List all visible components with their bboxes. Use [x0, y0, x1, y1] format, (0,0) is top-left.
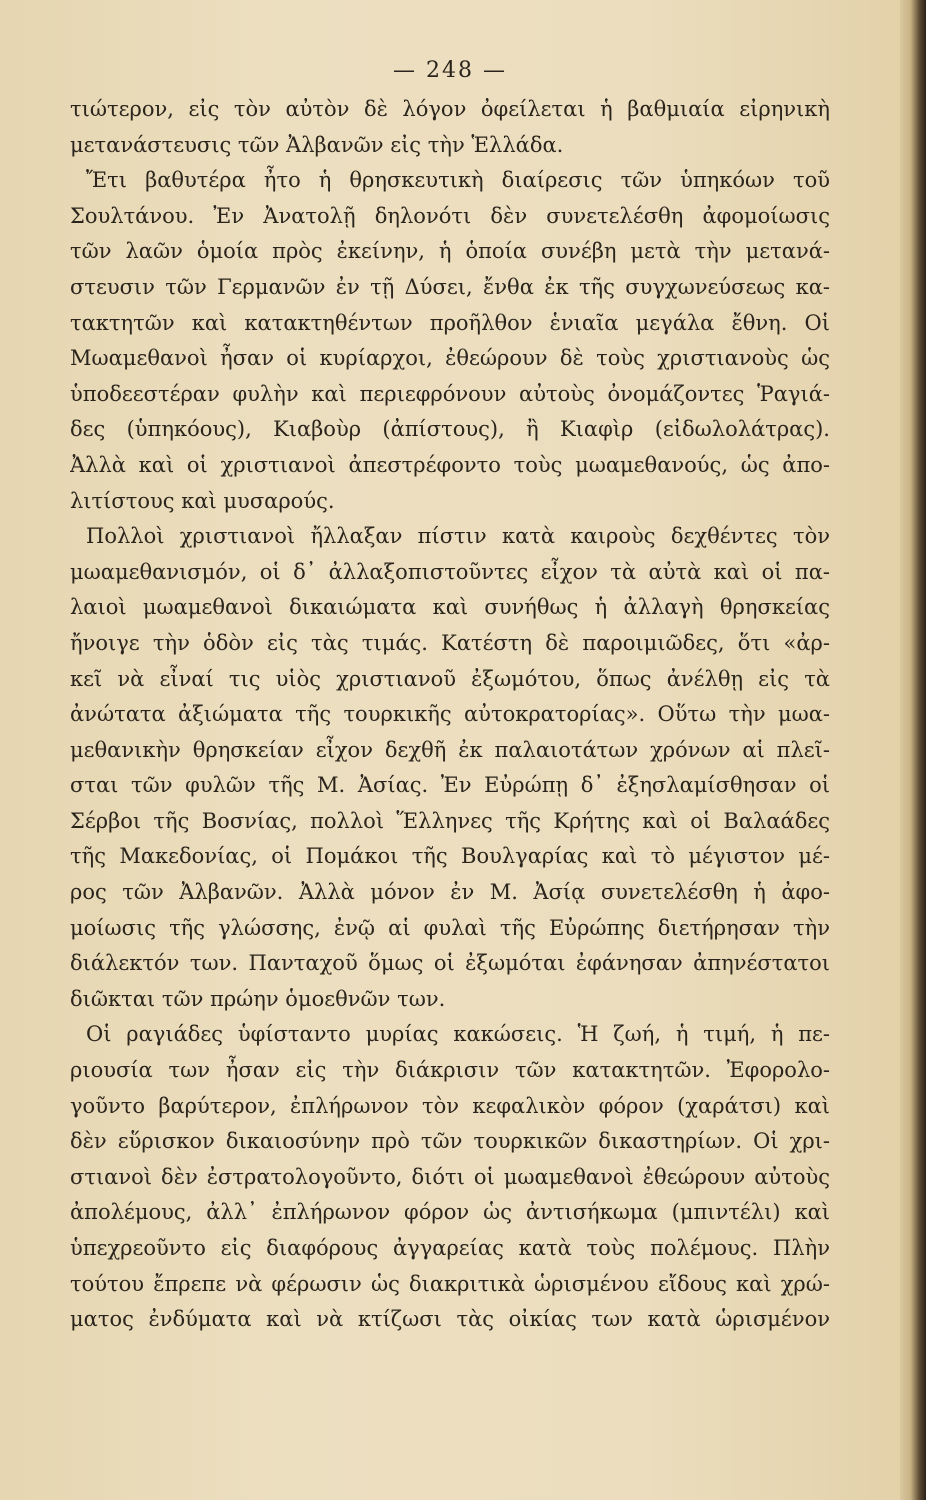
text-line: γοῦντο βαρύτερον, ἐπλήρωνον τὸν κεφαλικὸν φόρον (χαράτσι) καὶ: [70, 1093, 830, 1118]
text-line: Σουλτάνου. Ἐν Ἀνατολῇ δηλονότι δὲν συνετελέσθη ἀφομοίωσις: [70, 203, 830, 228]
text-line: διῶκται τῶν πρώην ὁμοεθνῶν των.: [70, 986, 446, 1011]
text-line: Πολλοὶ χριστιανοὶ ἤλλαξαν πίστιν κατὰ καιροὺς δεχθέντες τὸν: [86, 524, 830, 549]
text-line: τῶν λαῶν ὁμοία πρὸς ἐκείνην, ἡ ὁποία συνέβη μετὰ τὴν μετανά-: [70, 239, 830, 264]
text-line: ἀπολέμους, ἀλλ᾽ ἐπλήρωνον φόρον ὡς ἀντισήκωμα (μπιντέλι) καὶ: [70, 1200, 830, 1225]
text-line: Μωαμεθανοὶ ἦσαν οἱ κυρίαρχοι, ἐθεώρουν δὲ τοὺς χριστιανοὺς ὡς: [70, 346, 830, 371]
text-line: μοίωσις τῆς γλώσσης, ἐνῷ αἱ φυλαὶ τῆς Εὐρώπης διετήρησαν τὴν: [70, 915, 830, 940]
text-line: στιανοὶ δὲν ἐστρατολογοῦντο, διότι οἱ μωαμεθανοὶ ἐθεώρουν αὐτοὺς: [70, 1164, 830, 1189]
text-line: τακτητῶν καὶ κατακτηθέντων προῆλθον ἑνιαῖα μεγάλα ἔθνη. Οἱ: [70, 310, 830, 335]
page-number: — 248 —: [393, 58, 507, 83]
text-line: διάλεκτόν των. Πανταχοῦ ὅμως οἱ ἐξωμόται ἐφάνησαν ἀπηνέστατοι: [70, 951, 830, 976]
text-line: κεῖ νὰ εἶναί τις υἱὸς χριστιανοῦ ἐξωμότου, ὅπως ἀνέλθῃ εἰς τὰ: [70, 666, 830, 691]
text-line: μεθανικὴν θρησκείαν εἶχον δεχθῆ ἐκ παλαιοτάτων χρόνων αἱ πλεῖ-: [70, 737, 830, 762]
text-line: ἤνοιγε τὴν ὁδὸν εἰς τὰς τιμάς. Κατέστη δὲ παροιμιῶδες, ὅτι «ἀρ-: [70, 630, 830, 655]
text-line: στευσιν τῶν Γερμανῶν ἐν τῇ Δύσει, ἔνθα ἐκ τῆς συγχωνεύσεως κα-: [70, 274, 830, 299]
text-line: σται τῶν φυλῶν τῆς Μ. Ἀσίας. Ἐν Εὐρώπῃ δ᾽ ἐξησλαμίσθησαν οἱ: [70, 773, 830, 798]
text-line: δες (ὑπηκόους), Κιαβοὺρ (ἀπίστους), ἢ Κιαφὶρ (εἰδωλολάτρας).: [70, 417, 830, 442]
text-line: ριουσία των ἦσαν εἰς τὴν διάκρισιν τῶν κατακτητῶν. Ἐφορολο-: [70, 1058, 830, 1083]
text-line: ματος ἐνδύματα καὶ νὰ κτίζωσι τὰς οἰκίας των κατὰ ὡρισμένον: [70, 1307, 830, 1332]
text-line: Οἱ ραγιάδες ὑφίσταντο μυρίας κακώσεις. Ἡ ζωή, ἡ τιμή, ἡ πε-: [86, 1022, 830, 1047]
page-edge-shadow: [900, 0, 926, 1500]
text-line: Σέρβοι τῆς Βοσνίας, πολλοὶ Ἕλληνες τῆς Κρήτης καὶ οἱ Βαλαάδες: [70, 808, 830, 833]
text-line: δὲν εὕρισκον δικαιοσύνην πρὸ τῶν τουρκικῶν δικαστηρίων. Οἱ χρι-: [70, 1129, 830, 1154]
text-line: τιώτερον, εἰς τὸν αὐτὸν δὲ λόγον ὀφείλεται ἡ βαθμιαία εἰρηνικὴ: [70, 97, 830, 121]
text-line: Ἔτι βαθυτέρα ἦτο ἡ θρησκευτικὴ διαίρεσις τῶν ὑπηκόων τοῦ: [86, 168, 830, 193]
text-line: ρος τῶν Ἀλβανῶν. Ἀλλὰ μόνον ἐν Μ. Ἀσίᾳ συνετελέσθη ἡ ἀφο-: [70, 880, 830, 905]
text-line: λιτίστους καὶ μυσαρούς.: [70, 488, 335, 513]
text-line: ὑπεχρεοῦντο εἰς διαφόρους ἀγγαρείας κατὰ τοὺς πολέμους. Πλὴν: [70, 1236, 830, 1260]
text-line: ἀνώτατα ἀξιώματα τῆς τουρκικῆς αὐτοκρατορίας». Οὕτω τὴν μωα-: [70, 702, 830, 727]
text-line: λαιοὶ μωαμεθανοὶ δικαιώματα καὶ συνήθως ἡ ἀλλαγὴ θρησκείας: [70, 595, 830, 620]
text-line: μωαμεθανισμόν, οἱ δ᾽ ἀλλαξοπιστοῦντες εἶχον τὰ αὐτὰ καὶ οἱ πα-: [70, 559, 830, 584]
text-line: ὑποδεεστέραν φυλὴν καὶ περιεφρόνουν αὐτοὺς ὀνομάζοντες Ῥαγιά-: [70, 381, 830, 406]
body-text: [70, 92, 830, 1338]
text-line: Ἀλλὰ καὶ οἱ χριστιανοὶ ἀπεστρέφοντο τοὺς μωαμεθανούς, ὡς ἀπο-: [70, 452, 830, 477]
text-line: τούτου ἔπρεπε νὰ φέρωσιν ὡς διακριτικὰ ὡρισμένου εἴδους καὶ χρώ-: [70, 1271, 830, 1296]
text-line: τῆς Μακεδονίας, οἱ Πομάκοι τῆς Βουλγαρίας καὶ τὸ μέγιστον μέ-: [70, 844, 830, 869]
text-line: μετανάστευσις τῶν Ἀλβανῶν εἰς τὴν Ἑλλάδα.: [70, 132, 564, 157]
